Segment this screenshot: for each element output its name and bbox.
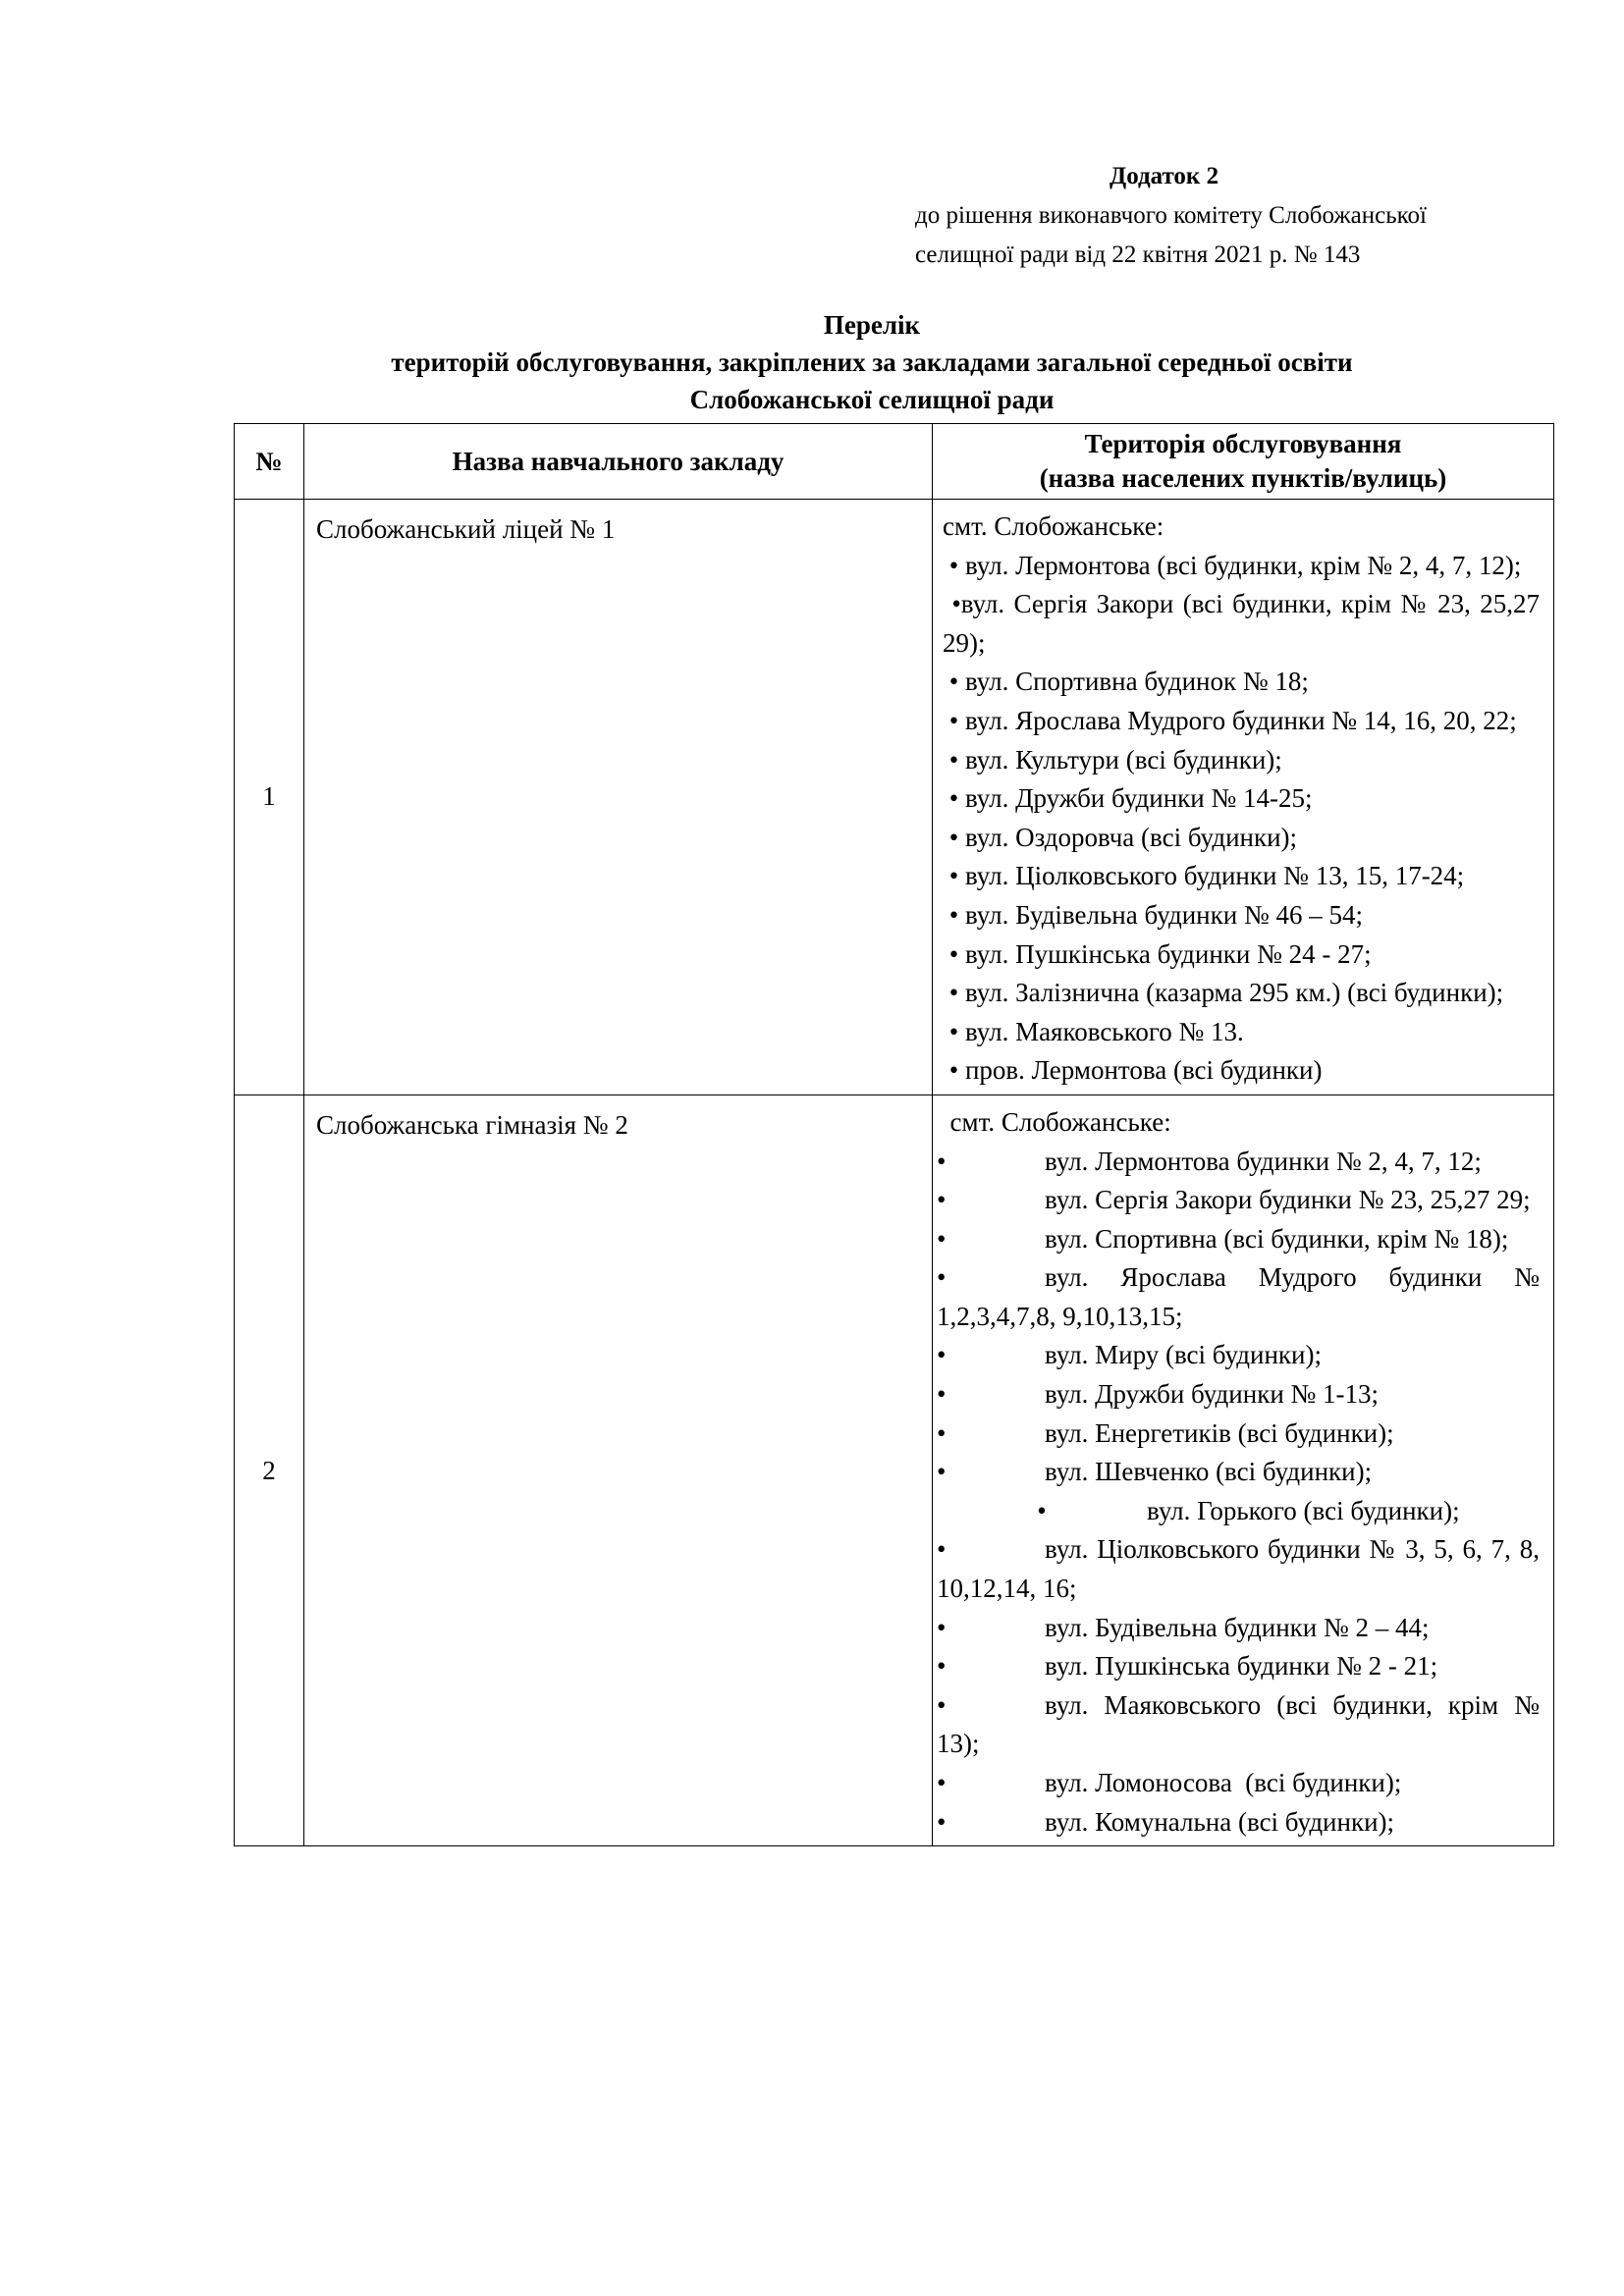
- street-text: вул. Культури (всі будинки);: [964, 744, 1282, 774]
- bullet-icon: •: [937, 1768, 947, 1797]
- title-line-2: територій обслуговування, закріплених за закладами загальної середньої освіти: [391, 347, 1353, 377]
- street-text: вул. Пушкінська будинки № 24 - 27;: [964, 938, 1372, 969]
- list-item: [937, 1647, 1540, 1686]
- header-territory-line-1: Територія обслуговування: [1084, 429, 1402, 458]
- annex-heading: Додаток 2: [1110, 163, 1219, 189]
- bullet-icon: •: [937, 1340, 947, 1370]
- list-item: [937, 1453, 1540, 1492]
- header-territory-line-2: (назва населених пунктів/вулиць): [1039, 463, 1447, 493]
- bullet-icon: •: [1037, 1495, 1047, 1525]
- bullet-icon: •: [937, 1612, 947, 1642]
- list-item: [937, 1609, 1540, 1648]
- annex-block: [915, 157, 1427, 275]
- territory-cell: [933, 1095, 1554, 1845]
- street-text: вул. Будівельна будинки № 46 – 54;: [964, 899, 1363, 930]
- list-item: [943, 663, 1540, 702]
- street-text: вул. Маяковського (всі будинки, крім № 13);: [937, 1689, 1540, 1759]
- bullet-icon: •: [937, 1185, 947, 1215]
- list-item: [937, 1530, 1540, 1608]
- street-text: вул. Лермонтова (всі будинки, крім № 2, 4, 7, 12);: [964, 550, 1522, 580]
- bullet-icon: •: [948, 783, 959, 814]
- street-text: вул. Дружби будинки № 14-25;: [964, 783, 1313, 814]
- settlement: смт. Слобожанське:: [943, 511, 1164, 541]
- bullet-icon: •: [948, 1055, 959, 1086]
- bullet-icon: •: [937, 1262, 947, 1293]
- list-item: [937, 1220, 1540, 1259]
- list-item: [937, 1258, 1540, 1336]
- annex-line-1: до рішення виконавчого комітету Слобожанської: [915, 202, 1427, 229]
- list-item: [937, 1375, 1540, 1415]
- bullet-icon: •: [948, 705, 959, 735]
- bullet-icon: •: [937, 1651, 947, 1682]
- bullet-icon: •: [937, 1146, 947, 1176]
- list-item: [943, 779, 1540, 819]
- street-text: вул. Сергія Закори (всі будинки, крім № 23, 25,27 29);: [943, 589, 1540, 658]
- street-text: вул. Комунальна (всі будинки);: [1045, 1806, 1395, 1837]
- list-item: [943, 935, 1540, 975]
- list-item: [943, 702, 1540, 741]
- settlement: [937, 1103, 1540, 1143]
- row-number: 2: [235, 1095, 304, 1845]
- list-item: [937, 1181, 1540, 1220]
- list-item: [937, 1764, 1540, 1803]
- school-name: Слобожанська гімназія № 2: [304, 1095, 933, 1845]
- street-text: вул. Пушкінська будинки № 2 - 21;: [1045, 1651, 1438, 1682]
- bullet-icon: •: [937, 1379, 947, 1410]
- street-text: вул. Шевченко (всі будинки);: [1045, 1457, 1373, 1487]
- bullet-icon: •: [948, 744, 959, 774]
- bullet-icon: •: [937, 1417, 947, 1448]
- annex-line-2: селищної ради від 22 квітня 2021 р. № 143: [915, 241, 1361, 268]
- document-title: [234, 306, 1510, 418]
- street-text: вул. Ціолковського будинки № 3, 5, 6, 7, 8, 10,12,14, 16;: [937, 1534, 1540, 1604]
- street-text: вул. Ярослава Мудрого будинки № 14, 16, 20, 22;: [964, 705, 1517, 735]
- list-item: [937, 1803, 1540, 1842]
- bullet-icon: •: [948, 899, 959, 930]
- header-territory: [933, 424, 1554, 500]
- street-text: вул. Енергетиків (всі будинки);: [1045, 1417, 1394, 1448]
- list-item: [943, 585, 1540, 663]
- street-text: вул. Спортивна (всі будинки, крім № 18);: [1045, 1223, 1509, 1254]
- bullet-icon: •: [948, 861, 959, 891]
- bullet-icon: •: [948, 938, 959, 969]
- title-line-1: Перелік: [823, 310, 921, 340]
- list-item: [937, 1143, 1540, 1182]
- table-header-row: [235, 424, 1554, 500]
- bullet-icon: •: [948, 978, 959, 1008]
- list-item: [943, 741, 1540, 780]
- table-row: [235, 1095, 1554, 1845]
- list-item: [943, 547, 1540, 586]
- list-item: [943, 974, 1540, 1013]
- bullet-icon: •: [948, 550, 959, 580]
- table-row: [235, 500, 1554, 1095]
- bullet-icon: •: [937, 1534, 947, 1565]
- bullet-icon: •: [937, 1457, 947, 1487]
- list-item: [943, 857, 1540, 896]
- territory-cell: [933, 500, 1554, 1095]
- list-item: [937, 1415, 1540, 1454]
- list-item: [943, 1051, 1540, 1091]
- street-text: вул. Горького (всі будинки);: [1147, 1495, 1460, 1525]
- street-text: вул. Ціолковського будинки № 13, 15, 17-24;: [964, 861, 1465, 891]
- street-text: вул. Оздоровча (всі будинки);: [964, 822, 1298, 852]
- list-item: [937, 1686, 1540, 1764]
- street-text: вул. Будівельна будинки № 2 – 44;: [1045, 1612, 1430, 1642]
- bullet-icon: •: [937, 1223, 947, 1254]
- title-line-3: Слобожанської селищної ради: [689, 385, 1055, 414]
- list-item: [937, 1492, 1540, 1531]
- bullet-icon: •: [948, 822, 959, 852]
- street-text: вул. Ярослава Мудрого будинки № 1,2,3,4,7,8, 9,10,13,15;: [937, 1262, 1540, 1331]
- street-text: вул. Маяковського № 13.: [964, 1016, 1244, 1046]
- street-text: вул. Дружби будинки № 1-13;: [1045, 1379, 1380, 1410]
- list-item: [943, 819, 1540, 858]
- street-text: вул. Сергія Закори будинки № 23, 25,27 29;: [1045, 1185, 1531, 1215]
- territory-table: [234, 423, 1554, 1846]
- street-text: вул. Миру (всі будинки);: [1045, 1340, 1322, 1370]
- bullet-icon: •: [937, 1689, 947, 1720]
- row-number: 1: [235, 500, 304, 1095]
- settlement-text: смт. Слобожанське:: [949, 1106, 1171, 1137]
- street-text: вул. Ломоносова (всі будинки);: [1045, 1768, 1402, 1797]
- bullet-icon: •: [948, 1016, 959, 1046]
- list-item: [937, 1336, 1540, 1375]
- header-number: №: [235, 424, 304, 500]
- street-text: вул. Спортивна будинок № 18;: [964, 667, 1309, 697]
- street-text: пров. Лермонтова (всі будинки): [964, 1055, 1323, 1086]
- bullet-icon: •: [948, 667, 959, 697]
- list-item: [943, 896, 1540, 935]
- street-text: вул. Залізнична (казарма 295 км.) (всі будинки);: [964, 978, 1504, 1008]
- school-name: Слобожанський ліцей № 1: [304, 500, 933, 1095]
- bullet-icon: •: [951, 589, 961, 619]
- header-school-name: Назва навчального закладу: [304, 424, 933, 500]
- bullet-icon: •: [937, 1806, 947, 1837]
- street-text: вул. Лермонтова будинки № 2, 4, 7, 12;: [1045, 1146, 1482, 1176]
- list-item: [943, 1013, 1540, 1052]
